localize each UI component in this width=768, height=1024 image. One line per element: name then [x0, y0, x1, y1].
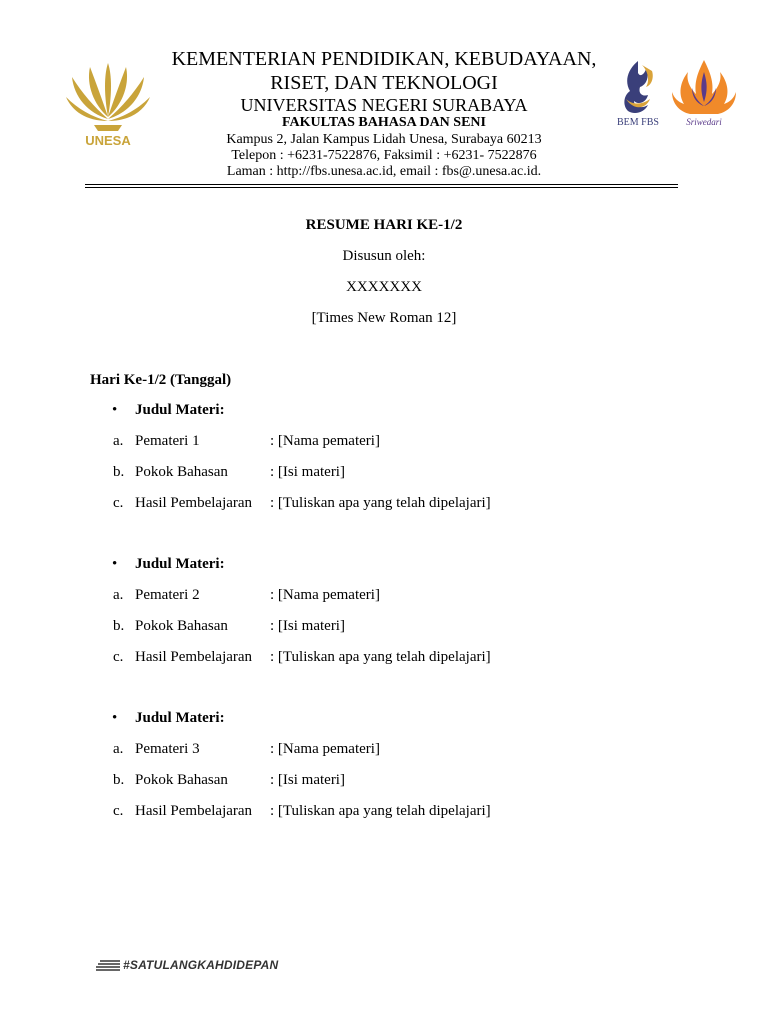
- item-value: : [Isi materi]: [270, 772, 345, 788]
- item-label: Hasil Pembelajaran: [135, 649, 253, 665]
- resume-title: RESUME HARI KE-1/2: [305, 217, 463, 233]
- list-item: [0, 586, 768, 604]
- item-label: Pokok Bahasan: [135, 772, 228, 788]
- item-value: : [Tuliskan apa yang telah dipelajari]: [270, 649, 491, 665]
- bem-fbs-logo-text: BEM FBS: [617, 117, 659, 127]
- item-value: : [Nama pemateri]: [270, 587, 380, 603]
- item-label: Pokok Bahasan: [135, 618, 228, 634]
- address-line: Kampus 2, Jalan Kampus Lidah Unesa, Surabaya 60213: [226, 132, 542, 147]
- section-title: Judul Materi:: [135, 556, 225, 572]
- speed-lines-icon: [96, 959, 120, 971]
- list-item: [0, 802, 768, 820]
- item-value: : [Nama pemateri]: [270, 433, 380, 449]
- list-item: [0, 463, 768, 481]
- list-item: [0, 617, 768, 635]
- section-title: Judul Materi:: [135, 402, 225, 418]
- item-value: : [Nama pemateri]: [270, 741, 380, 757]
- bullet-icon: •: [112, 402, 118, 418]
- item-label: Hasil Pembelajaran: [135, 495, 253, 511]
- item-letter: a.: [113, 433, 124, 449]
- faculty-name: FAKULTAS BAHASA DAN SENI: [282, 115, 486, 130]
- web-line: Laman : http://fbs.unesa.ac.id, email : fbs@.unesa.ac.id.: [226, 164, 542, 179]
- section-title: Judul Materi:: [135, 710, 225, 726]
- footer: [96, 957, 278, 973]
- unesa-logo: [64, 55, 152, 150]
- item-letter: a.: [113, 587, 124, 603]
- list-item: [0, 740, 768, 758]
- letterhead-divider-thin: [85, 187, 678, 188]
- footer-hashtag: #SATULANGKAHDIDEPAN: [123, 958, 279, 972]
- item-label: Pokok Bahasan: [135, 464, 228, 480]
- item-letter: c.: [113, 495, 124, 511]
- list-item: [0, 771, 768, 789]
- item-letter: b.: [113, 772, 125, 788]
- materi-section: [0, 709, 768, 833]
- list-item: [0, 432, 768, 450]
- item-label: Pemateri 1: [135, 433, 200, 449]
- item-label: Hasil Pembelajaran: [135, 803, 253, 819]
- bem-fbs-logo: [612, 55, 664, 127]
- unesa-logo-text: UNESA: [85, 133, 131, 148]
- materi-section: [0, 555, 768, 679]
- item-letter: b.: [113, 618, 125, 634]
- item-letter: a.: [113, 741, 124, 757]
- list-item: [0, 648, 768, 666]
- author-name: XXXXXXX: [346, 279, 422, 295]
- item-letter: b.: [113, 464, 125, 480]
- sriwedari-logo-text: Sriwedari: [686, 117, 722, 127]
- item-label: Pemateri 2: [135, 587, 200, 603]
- list-item: [0, 494, 768, 512]
- ministry-line-2: RISET, DAN TEKNOLOGI: [270, 72, 498, 94]
- font-note: [Times New Roman 12]: [311, 310, 457, 326]
- prepared-by-label: Disusun oleh:: [342, 248, 426, 264]
- item-label: Pemateri 3: [135, 741, 200, 757]
- item-letter: c.: [113, 803, 124, 819]
- materi-section: [0, 401, 768, 525]
- item-value: : [Tuliskan apa yang telah dipelajari]: [270, 803, 491, 819]
- phone-line: Telepon : +6231-7522876, Faksimil : +6231- 7522876: [231, 148, 537, 163]
- item-value: : [Isi materi]: [270, 464, 345, 480]
- item-value: : [Isi materi]: [270, 618, 345, 634]
- bullet-icon: •: [112, 556, 118, 572]
- sriwedari-logo: [668, 58, 740, 128]
- ministry-line-1: KEMENTERIAN PENDIDIKAN, KEBUDAYAAN,: [171, 48, 597, 70]
- bullet-icon: •: [112, 710, 118, 726]
- letterhead-divider: [85, 184, 678, 185]
- day-heading: Hari Ke-1/2 (Tanggal): [90, 372, 232, 388]
- item-value: : [Tuliskan apa yang telah dipelajari]: [270, 495, 491, 511]
- item-letter: c.: [113, 649, 124, 665]
- university-name: UNIVERSITAS NEGERI SURABAYA: [240, 95, 528, 115]
